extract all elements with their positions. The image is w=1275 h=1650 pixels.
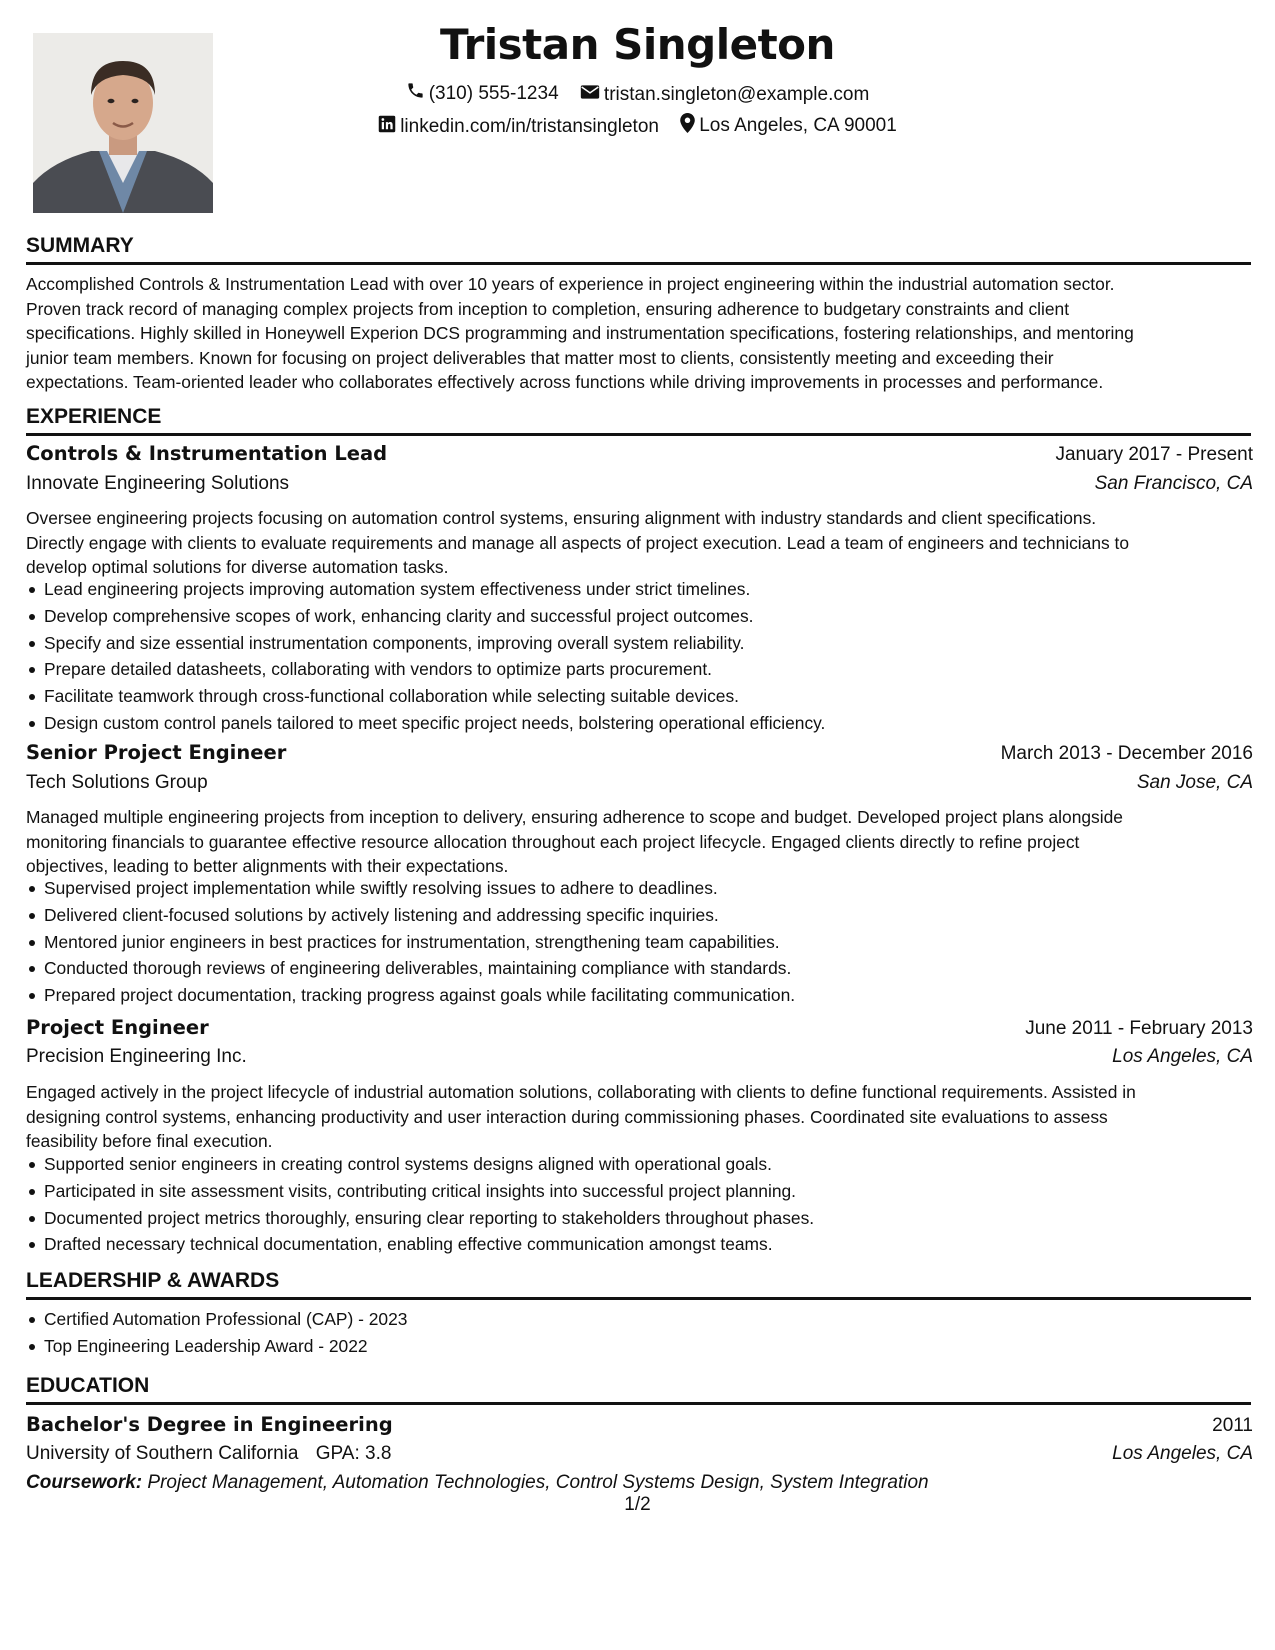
job-title: Senior Project Engineer (26, 741, 287, 764)
section-title-summary: SUMMARY (26, 234, 1251, 265)
description-line: Managed multiple engineering projects from inception to delivery, ensuring adherence to scope and budget. Developed project plans alongside (26, 807, 1123, 827)
job-dates: January 2017 - Present (1055, 444, 1253, 465)
section-title-experience: EXPERIENCE (26, 405, 1251, 436)
job-dates: June 2011 - February 2013 (1025, 1018, 1253, 1039)
bullet-item: Design custom control panels tailored to meet specific project needs, bolstering operational efficiency. (26, 710, 1254, 737)
map-pin-icon (680, 113, 699, 139)
phone-contact[interactable] (406, 81, 559, 106)
email-contact[interactable] (580, 84, 869, 106)
bullet-item: Documented project metrics thoroughly, ensuring clear reporting to stakeholders throughout phases. (26, 1205, 1254, 1232)
award-item: Certified Automation Professional (CAP) - 2023 (26, 1306, 1254, 1333)
bullet-item: Mentored junior engineers in best practices for instrumentation, strengthening team capabilities. (26, 929, 1254, 956)
job-company: Tech Solutions Group (26, 772, 208, 793)
section-title-education: EDUCATION (26, 1374, 1251, 1405)
linkedin-contact[interactable] (378, 115, 659, 139)
job-header (26, 1016, 1253, 1040)
job-subheader (26, 772, 1253, 794)
job-header (26, 741, 1253, 765)
bullet-item: Develop comprehensive scopes of work, enhancing clarity and successful project outcomes. (26, 603, 1254, 630)
description-line: Engaged actively in the project lifecycle of industrial automation solutions, collaborating with clients to define functional requirements. Assisted in (26, 1082, 1136, 1102)
description-line: objectives, leading to better alignments with their expectations. (26, 856, 509, 877)
description-line: develop optimal solutions for diverse automation tasks. (26, 557, 449, 578)
summary-line: Accomplished Controls & Instrumentation Lead with over 10 years of experience in project engineering within the industrial automation sector. (26, 274, 1115, 294)
email-text: tristan.singleton@example.com (603, 84, 870, 105)
description-line: Directly engage with clients to evaluate requirements and manage all aspects of project execution. Lead a team of engineers and technicians to (26, 532, 1130, 553)
awards-list (26, 1306, 1254, 1360)
description-line: feasibility before final execution. (26, 1131, 273, 1152)
bullet-item: Conducted thorough reviews of engineering deliverables, maintaining compliance with standards. (26, 955, 1254, 982)
linkedin-text: linkedin.com/in/tristansingleton (400, 116, 659, 137)
phone-text: (310) 555-1234 (428, 82, 559, 104)
job-header (26, 442, 1253, 466)
envelope-icon (580, 84, 604, 106)
summary-line: expectations. Team-oriented leader who collaborates effectively across functions while driving improvements in processes and performance. (26, 372, 1104, 393)
phone-icon (406, 81, 429, 106)
summary-line: specifications. Highly skilled in Honeywell Experion DCS programming and instrumentation specifications, fostering relationships, and mentoring (26, 323, 1134, 344)
candidate-name: Tristan Singleton (440, 20, 835, 69)
job-description (26, 506, 1254, 580)
award-item: Top Engineering Leadership Award - 2022 (26, 1333, 1254, 1360)
bullet-item: Prepare detailed datasheets, collaborating with vendors to optimize parts procurement. (26, 656, 1254, 683)
linkedin-icon (378, 115, 400, 139)
contact-line-2 (0, 113, 1275, 139)
job-subheader (26, 1046, 1253, 1068)
bullet-item: Drafted necessary technical documentation, enabling effective communication amongst teams. (26, 1231, 1254, 1258)
bullet-item: Specify and size essential instrumentation components, improving overall system reliability. (26, 630, 1254, 657)
school-location: Los Angeles, CA (1112, 1443, 1253, 1464)
school-info (26, 1443, 391, 1465)
bullet-item: Prepared project documentation, tracking progress against goals while facilitating communication. (26, 982, 1254, 1009)
location-text: Los Angeles, CA 90001 (699, 115, 897, 136)
summary-text (26, 272, 1254, 395)
graduation-year: 2011 (1212, 1415, 1253, 1436)
school-name: University of Southern California (26, 1443, 299, 1464)
job-location: San Jose, CA (1136, 772, 1253, 793)
bullet-item: Participated in site assessment visits, contributing critical insights into successful project planning. (26, 1178, 1254, 1205)
contact-line-1 (0, 81, 1275, 106)
coursework (26, 1472, 929, 1494)
job-bullets (26, 1151, 1254, 1258)
coursework-label: Coursework: (26, 1472, 143, 1493)
coursework-text: Project Management, Automation Technologies, Control Systems Design, System Integration (147, 1472, 929, 1493)
job-company: Innovate Engineering Solutions (26, 473, 290, 494)
description-line: monitoring financials to guarantee effective resource allocation throughout each project lifecycle. Engaged clients directly to refine project (26, 831, 1080, 852)
summary-line: Proven track record of managing complex projects from inception to completion, ensuring adherence to budgetary constraints and client (26, 298, 1070, 319)
job-bullets (26, 875, 1254, 1009)
summary-line: junior team members. Known for focusing on project deliverables that matter most to clients, consistently meeting and exceeding their (26, 347, 1054, 368)
job-title: Project Engineer (26, 1016, 209, 1039)
job-location: Los Angeles, CA (1112, 1046, 1253, 1067)
job-title: Controls & Instrumentation Lead (26, 442, 388, 465)
job-subheader (26, 473, 1253, 495)
degree: Bachelor's Degree in Engineering (26, 1413, 393, 1436)
education-subheader (26, 1443, 1253, 1465)
gpa: GPA: 3.8 (315, 1443, 392, 1464)
job-dates: March 2013 - December 2016 (1000, 743, 1253, 764)
job-bullets (26, 576, 1254, 737)
job-description (26, 1080, 1254, 1154)
location-contact (680, 113, 897, 139)
education-header (26, 1413, 1253, 1437)
job-description (26, 805, 1254, 879)
job-location: San Francisco, CA (1094, 473, 1253, 494)
bullet-item: Facilitate teamwork through cross-functional collaboration while selecting suitable devices. (26, 683, 1254, 710)
job-company: Precision Engineering Inc. (26, 1046, 247, 1067)
bullet-item: Delivered client-focused solutions by actively listening and addressing specific inquiries. (26, 902, 1254, 929)
page-number: 1/2 (624, 1494, 651, 1515)
description-line: designing control systems, enhancing productivity and user interaction during commissioning phases. Coordinated site evaluations to assess (26, 1106, 1108, 1127)
bullet-item: Lead engineering projects improving automation system effectiveness under strict timelines. (26, 576, 1254, 603)
bullet-item: Supported senior engineers in creating control systems designs aligned with operational goals. (26, 1151, 1254, 1178)
section-title-leadership: LEADERSHIP & AWARDS (26, 1269, 1251, 1300)
bullet-item: Supervised project implementation while swiftly resolving issues to adhere to deadlines. (26, 875, 1254, 902)
description-line: Oversee engineering projects focusing on automation control systems, ensuring alignment with industry standards and client specifications. (26, 508, 1097, 528)
